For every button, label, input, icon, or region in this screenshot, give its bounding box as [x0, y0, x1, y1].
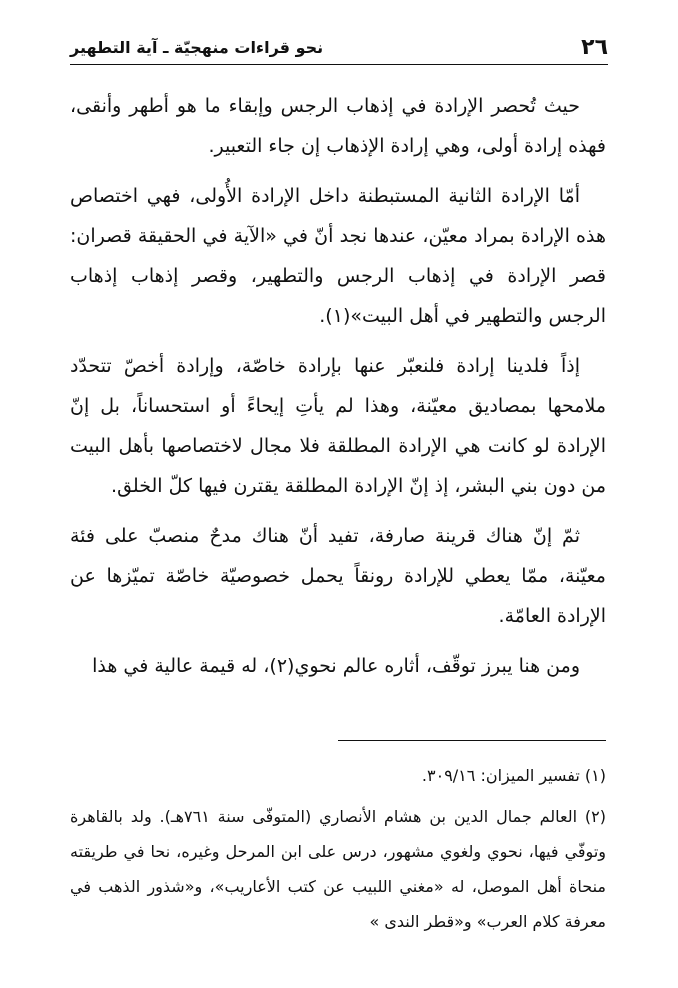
page-header — [70, 30, 608, 65]
footnote-divider — [338, 740, 606, 741]
paragraph: ومن هنا يبرز توقّف، أثاره عالم نحوي(٢)، له قيمة عالية في هذا — [92, 655, 580, 677]
footnotes — [70, 758, 606, 945]
running-title: نحو قراءات منهجيّة ـ آية التطهير — [70, 37, 324, 57]
paragraph: إذاً فلدينا إرادة فلنعبّر عنها بإرادة خاصّة، وإرادة أخصّ تتحدّد ملامحها بمصاديق معيّنة، وهذا لم يأتِ إيحاءً أو استحساناً، بل إنّ الإرادة لو كانت هي الإرادة المطلقة فلا مجال لاختصاصها بأهل البيت من دون بني البشر، إذ إنّ الإرادة المطلقة يقترن فيها كلّ الخلق. — [70, 355, 606, 497]
footnote-2: (٢) العالم جمال الدين بن هشام الأنصاري (المتوفّى سنة ٧٦١هـ). ولد بالقاهرة وتوفّي فيها، نحوي ولغوي مشهور، درس على ابن المرحل وغيره، نحا في طريقته منحاة أهل الموصل، له «مغني اللبيب عن كتب الأعاريب»، و«شذور الذهب في معرفة كلام العرب» و«قطر الندى » — [70, 807, 606, 931]
body-text — [70, 86, 606, 696]
paragraph: ثمّ إنّ هناك قرينة صارفة، تفيد أنّ هناك مدحٌ منصبّ على فئة معيّنة، ممّا يعطي للإرادة رونقاً يحمل خصوصيّة خاصّة تميّزها عن الإرادة العامّة. — [70, 525, 606, 627]
page-number: ٢٦ — [581, 34, 608, 60]
paragraph: أمّا الإرادة الثانية المستبطنة داخل الإرادة الأُولى، فهي اختصاص هذه الإرادة بمراد معيّن، عندها نجد أنّ في «الآية في الحقيقة قصران: قصر الإرادة في إذهاب الرجس والتطهير، وقصر إذهاب إذهاب الرجس والتطهير في أهل البيت»(١). — [70, 185, 606, 327]
paragraph: حيث تُحصر الإرادة في إذهاب الرجس وإبقاء ما هو أطهر وأنقى، فهذه إرادة أولى، وهي إرادة الإذهاب إن جاء التعبير. — [70, 95, 606, 157]
footnote-1: (١) تفسير الميزان: ٣٠٩/١٦. — [421, 766, 606, 785]
